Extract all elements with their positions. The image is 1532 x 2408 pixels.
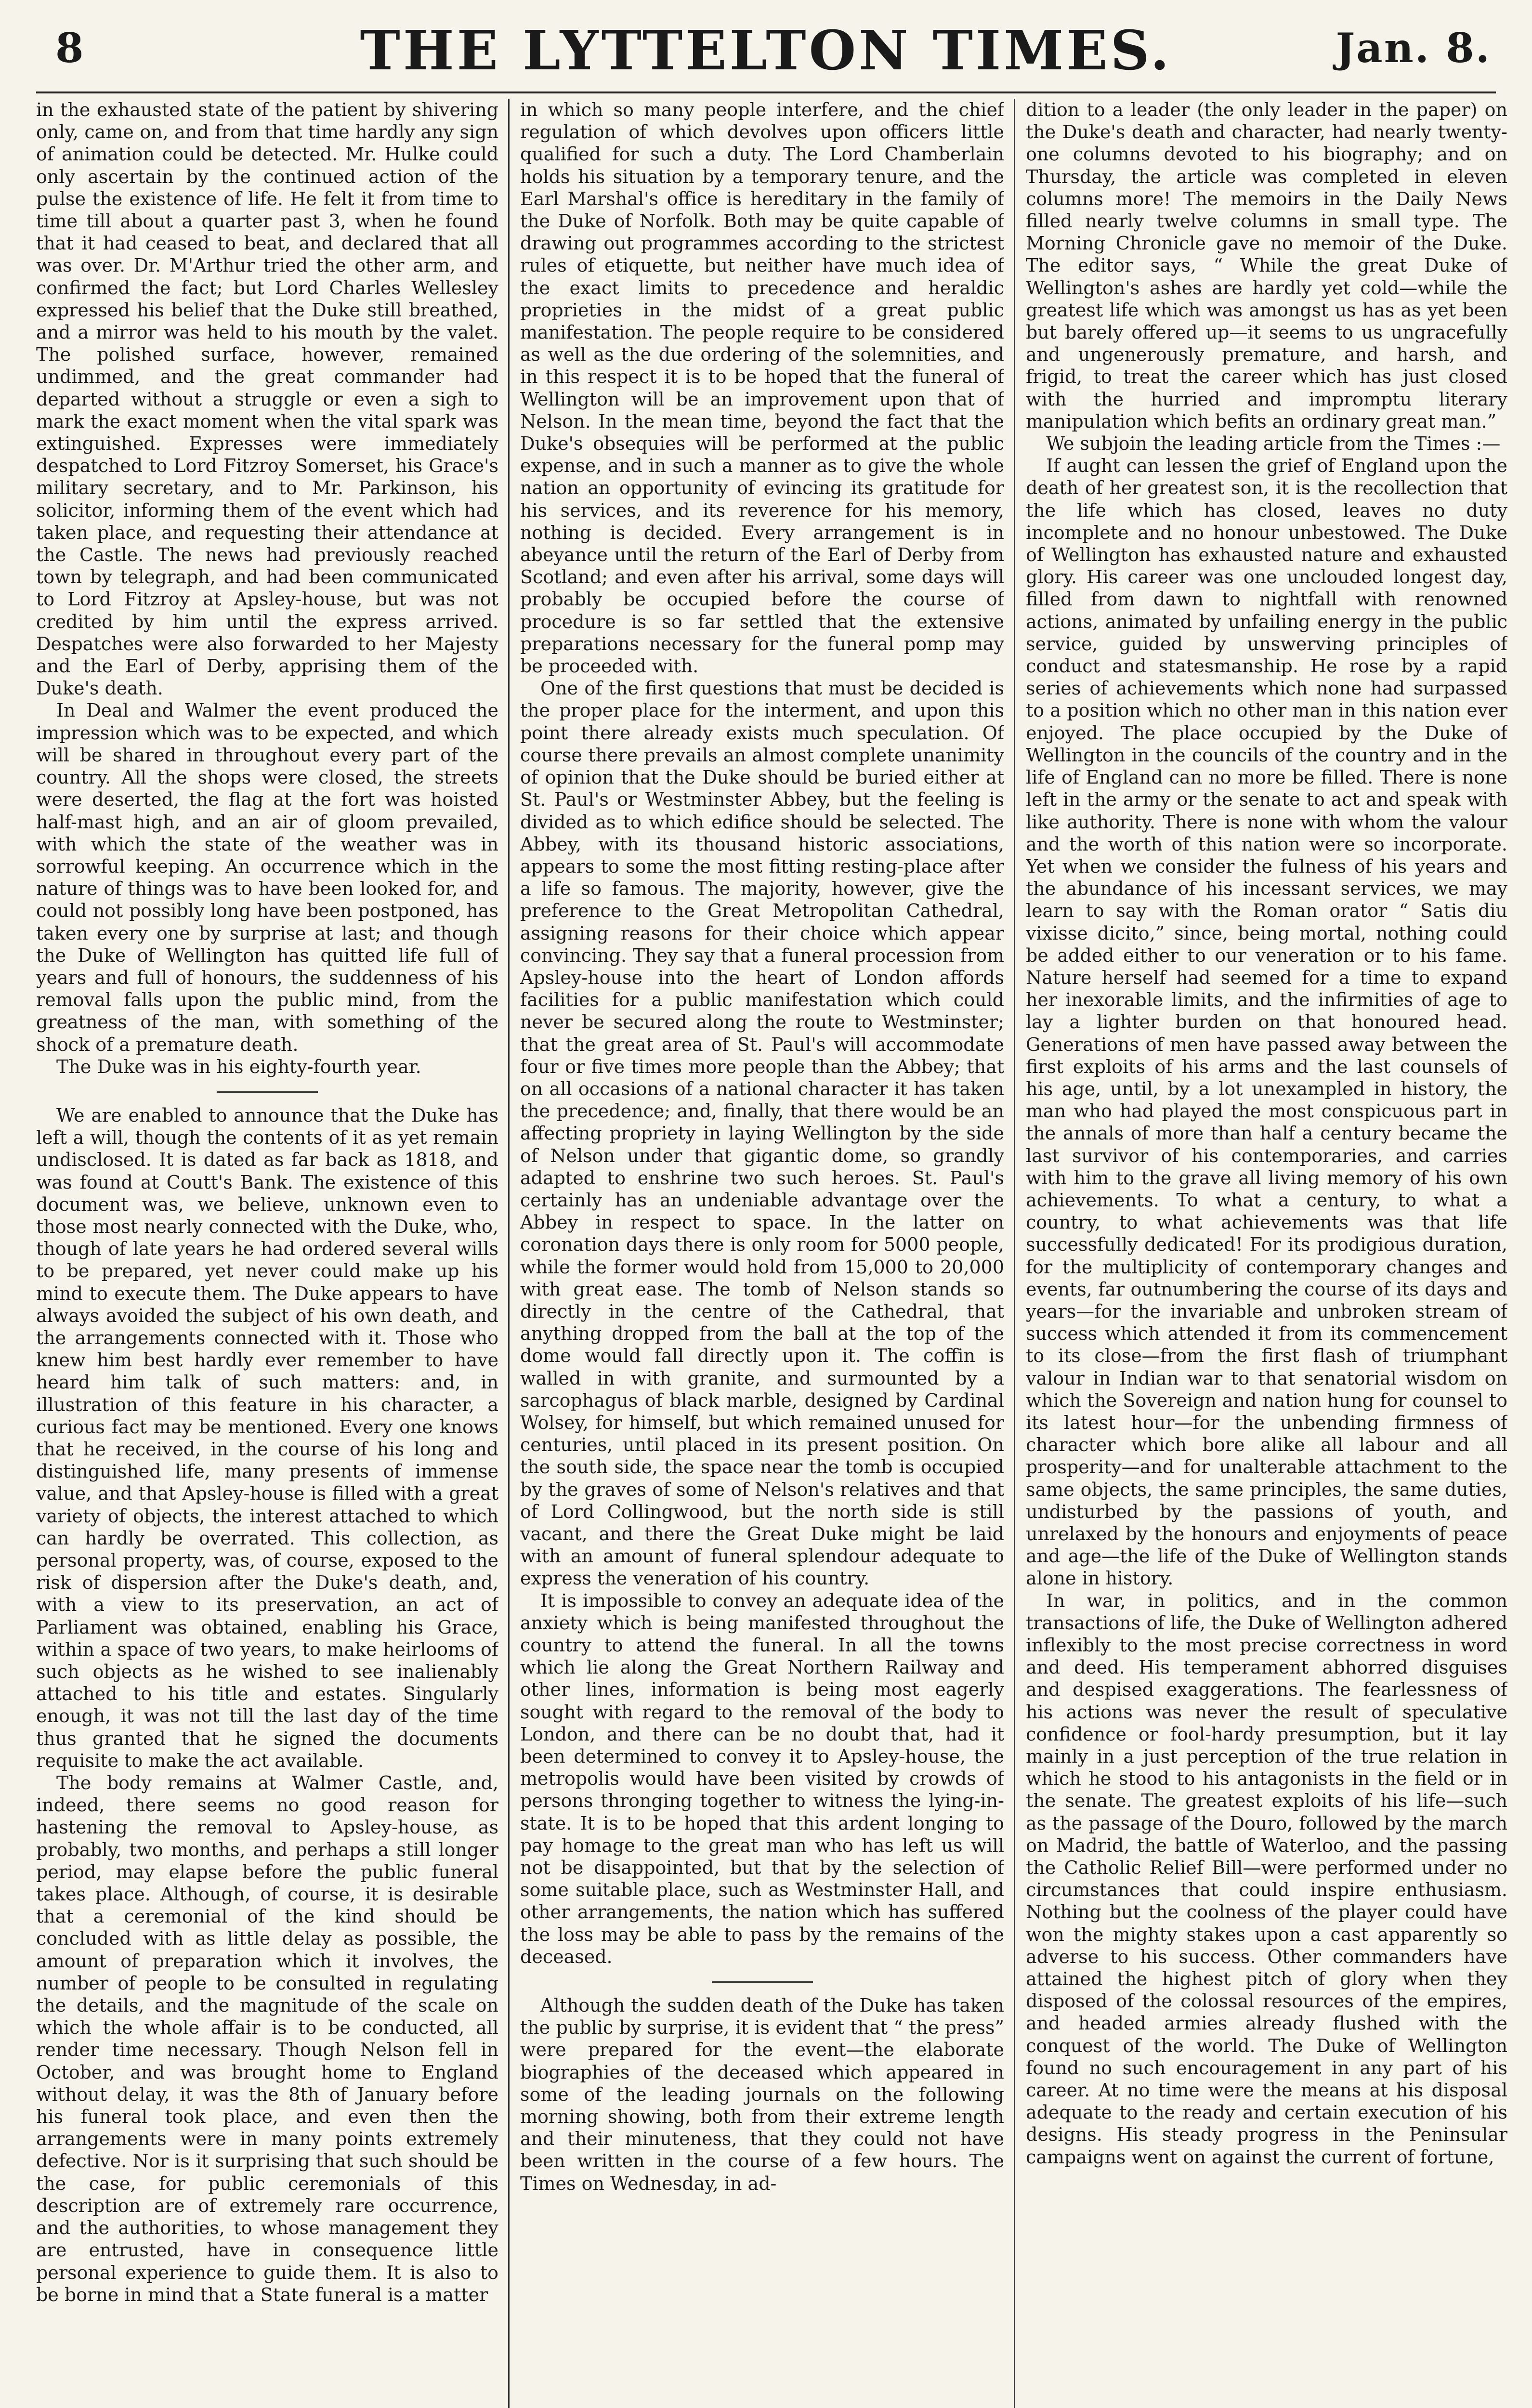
article-paragraph: It is impossible to convey an adequate idea of the anxiety which is being manifested throughout the country to attend the funeral. In all the towns which lie along the Great Northern Railway and other lines, information is being most eagerly sought with regard to the removal of the body to London, and there can be no doubt that, had it been determined to convey it to Apsley-house, the metropolis would have been visited by crowds of persons thronging together to witness the lying-in-state. It is to be hoped that this ardent longing to pay homage to the great man who has left us will not be disappointed, but that by the selection of some suitable place, such as Westminster Hall, and other arrangements, the nation which has suffered the loss may be able to pass by the remains of the deceased.	[520, 1590, 1004, 1967]
page-number: 8	[55, 24, 84, 72]
section-break-rule	[217, 1091, 318, 1093]
article-paragraph: The body remains at Walmer Castle, and, indeed, there seems no good reason for hastening the removal to Apsley-house, as probably, two months, and perhaps a still longer period, may elapse before the public funeral takes place. Although, of course, it is desirable that a ceremonial of the kind should be concluded with as little delay as possible, the amount of preparation which it involves, the number of people to be consulted in regulating the details, and the magnitude of the scale on which the whole affair is to be conducted, all render time necessary. Though Nelson fell in October, and was brought home to England without delay, it was the 8th of January before his funeral took place, and even then the arrangements were in many points extremely defective. Nor is it surprising that such should be the case, for public ceremonials of this description are of extremely rare occurrence, and the authorities, to whose management they are entrusted, have in consequence little personal experience to guide them. It is also to be borne in mind that a State funeral is a matter	[36, 1772, 498, 2305]
article-paragraph: in the exhausted state of the patient by shivering only, came on, and from that time hardly any sign of animation could be detected. Mr. Hulke could only ascertain by the continued action of the pulse the existence of life. He felt it from time to time till about a quarter past 3, when he found that it had ceased to beat, and declared that all was over. Dr. M'Arthur tried the other arm, and confirmed the fact; but Lord Charles Wellesley expressed his belief that the Duke still breathed, and a mirror was held to his mouth by the valet. The polished surface, however, remained undimmed, and the great commander had departed without a struggle or even a sigh to mark the exact moment when the vital spark was extinguished. Expresses were immediately despatched to Lord Fitzroy Somerset, his Grace's military secretary, and to Mr. Parkinson, his solicitor, informing them of the event which had taken place, and requesting their attendance at the Castle. The news had previously reached town by telegraph, and had been communicated to Lord Fitzroy at Apsley-house, but was not credited by him until the express arrived. Despatches were also forwarded to her Majesty and the Earl of Derby, apprising them of the Duke's death.	[36, 99, 498, 699]
article-paragraph: Although the sudden death of the Duke has taken the public by surprise, it is evident that “ the press” were prepared for the event—the elaborate biographies of the deceased which appeared in some of the leading journals on the following morning showing, both from their extreme length and their minuteness, that they could not have been written in the course of a few hours. The Times on Wednesday, in ad-	[520, 1995, 1004, 2194]
article-paragraph: In war, in politics, and in the common transactions of life, the Duke of Wellington adhered inflexibly to the most precise correctness in word and deed. His temperament abhorred disguises and despised exaggerations. The fearlessness of his actions was never the result of speculative confidence or fool-hardy presumption, but it lay mainly in a just perception of the true relation in which he stood to his antagonists in the field or in the senate. The greatest exploits of his life—such as the passage of the Douro, followed by the march on Madrid, the battle of Waterloo, and the passing the Catholic Relief Bill—were performed under no circumstances that could inspire enthusiasm. Nothing but the coolness of the player could have won the mighty stakes upon a cast apparently so adverse to his success. Other commanders have attained the highest pitch of glory when they disposed of the colossal resources of the empires, and headed armies already flushed with the conquest of the world. The Duke of Wellington found no such encouragement in any part of his career. At no time were the means at his disposal adequate to the ready and certain execution of his designs. His steady progress in the Peninsular campaigns went on against the current of fortune,	[1026, 1590, 1507, 2168]
section-break-rule	[712, 1981, 813, 1983]
article-paragraph: We are enabled to announce that the Duke has left a will, though the contents of it as yet remain undisclosed. It is dated as far back as 1818, and was found at Coutt's Bank. The existence of this document was, we believe, unknown even to those most nearly connected with the Duke, who, though of late years he had ordered several wills to be prepared, yet never could make up his mind to execute them. The Duke appears to have always avoided the subject of his own death, and the arrangements connected with it. Those who knew him best hardly ever remember to have heard him talk of such matters: and, in illustration of this feature in his character, a curious fact may be mentioned. Every one knows that he received, in the course of his long and distinguished life, many presents of immense value, and that Apsley-house is filled with a great variety of objects, the interest attached to which can hardly be overrated. This collection, as personal property, was, of course, exposed to the risk of dispersion after the Duke's death, and, with a view to its preservation, an act of Parliament was obtained, enabling his Grace, within a space of two years, to make heirlooms of such objects as he wished to see inalienably attached to his title and estates. Singularly enough, it was not till the last day of the time thus granted that he signed the documents requisite to make the act available.	[36, 1104, 498, 1771]
column-2	[520, 99, 1004, 2408]
newspaper-title: THE LYTTELTON TIMES.	[360, 19, 1172, 82]
article-paragraph: dition to a leader (the only leader in the paper) on the Duke's death and character, had nearly twenty-one columns devoted to his biography; and on Thursday, the article was completed in eleven columns more! The memoirs in the Daily News filled nearly twelve columns in small type. The Morning Chronicle gave no memoir of the Duke. The editor says, “ While the great Duke of Wellington's ashes are hardly yet cold—while the greatest life which was amongst us has as yet been but barely offered up—it seems to us ungracefully and ungenerously premature, and harsh, and frigid, to treat the career which has just closed with the hurried and impromptu literary manipulation which befits an ordinary great man.”	[1026, 99, 1507, 432]
article-paragraph: If aught can lessen the grief of England upon the death of her greatest son, it is the recollection that the life which has closed, leaves no duty incomplete and no honour unbestowed. The Duke of Wellington has exhausted nature and exhausted glory. His career was one unclouded longest day, filled from dawn to nightfall with renowned actions, animated by unfailing energy in the public service, guided by unswerving principles of conduct and statesmanship. He rose by a rapid series of achievements which none had surpassed to a position which no other man in this nation ever enjoyed. The place occupied by the Duke of Wellington in the councils of the country and in the life of England can no more be filled. There is none left in the army or the senate to act and speak with like authority. There is none with whom the valour and the worth of this nation were so incorporate. Yet when we consider the fulness of his years and the abundance of his incessant services, we may learn to say with the Roman orator “ Satis diu vixisse dicito,” since, being mortal, nothing could be added either to our veneration or to his fame. Nature herself had seemed for a time to expand her inexorable limits, and the infirmities of age to lay a lighter burden on that honoured head. Generations of men have passed away between the first exploits of his arms and the last counsels of his age, until, by a lot unexampled in history, the man who had played the most conspicuous part in the annals of more than half a century became the last survivor of his contemporaries, and carries with him to the grave all living memory of his own achievements. To what a century, to what a country, to what achievements was that life successfully dedicated! For its prodigious duration, for the multiplicity of contemporary changes and events, far outnumbering the course of its days and years—for the invariable and unbroken stream of success which attended it from its commencement to its close—from the first flash of triumphant valour in Indian war to that senatorial wisdom on which the Sovereign and nation hung for counsel to its latest hour—for the unbending firmness of character which bore alike all labour and all prosperity—and for unalterable attachment to the same objects, the same principles, the same duties, undisturbed by the passions of youth, and unrelaxed by the honours and enjoyments of peace and age—the life of the Duke of Wellington stands alone in history.	[1026, 455, 1507, 1589]
column-1	[36, 99, 498, 2408]
issue-date: Jan. 8.	[1336, 24, 1491, 72]
article-paragraph: The Duke was in his eighty-fourth year.	[56, 1056, 421, 1077]
column-separator	[1014, 99, 1015, 2408]
masthead	[36, 19, 1496, 87]
column-3	[1026, 99, 1507, 2408]
article-paragraph: In Deal and Walmer the event produced the impression which was to be expected, and which will be shared in throughout every part of the country. All the shops were closed, the streets were deserted, the flag at the fort was hoisted half-mast high, and an air of gloom prevailed, with which the state of the weather was in sorrowful keeping. An occurrence which in the nature of things was to have been looked for, and could not possibly long have been postponed, has taken every one by surprise at last; and though the Duke of Wellington has quitted life full of years and full of honours, the suddenness of his removal falls upon the public mind, from the greatness of the man, with something of the shock of a premature death.	[36, 700, 498, 1055]
article-paragraph: One of the first questions that must be decided is the proper place for the interment, and upon this point there already exists much speculation. Of course there prevails an almost complete unanimity of opinion that the Duke should be buried either at St. Paul's or Westminster Abbey, but the feeling is divided as to which edifice should be selected. The Abbey, with its thousand historic associations, appears to some the most fitting resting-place after a life so famous. The majority, however, give the preference to the Great Metropolitan Cathedral, assigning reasons for their choice which appear convincing. They say that a funeral procession from Apsley-house into the heart of London affords facilities for a public manifestation which could never be secured along the route to Westminster; that the great area of St. Paul's will accommodate four or five times more people than the Abbey; that on all occasions of a national character it has taken the precedence; and, finally, that there would be an affecting propriety in laying Wellington by the side of Nelson under that gigantic dome, so grandly adapted to enshrine two such heroes. St. Paul's certainly has an undeniable advantage over the Abbey in respect to space. In the latter on coronation days there is only room for 5000 people, while the former would hold from 15,000 to 20,000 with great ease. The tomb of Nelson stands so directly in the centre of the Cathedral, that anything dropped from the ball at the top of the dome would fall directly upon it. The coffin is walled in with granite, and surmounted by a sarcophagus of black marble, designed by Cardinal Wolsey, for himself, but which remained unused for centuries, until placed in its present position. On the south side, the space near the tomb is occupied by the graves of some of Nelson's relatives and that of Lord Collingwood, but the north side is still vacant, and there the Great Duke might be laid with an amount of funeral splendour adequate to express the veneration of his country.	[520, 678, 1004, 1589]
article-paragraph: We subjoin the leading article from the Times :—	[1046, 433, 1501, 455]
masthead-rule	[36, 92, 1496, 93]
article-paragraph: in which so many people interfere, and the chief regulation of which devolves upon officers little qualified for such a duty. The Lord Chamberlain holds his situation by a temporary tenure, and the Earl Marshal's office is hereditary in the family of the Duke of Norfolk. Both may be quite capable of drawing out programmes according to the strictest rules of etiquette, but neither have much idea of the exact limits to precedence and heraldic proprieties in the midst of a great public manifestation. The people require to be considered as well as the due ordering of the solemnities, and in this respect it is to be hoped that the funeral of Wellington will be an improvement upon that of Nelson. In the mean time, beyond the fact that the Duke's obsequies will be performed at the public expense, and in such a manner as to give the whole nation an opportunity of evincing its gratitude for his services, and its reverence for his memory, nothing is decided. Every arrangement is in abeyance until the return of the Earl of Derby from Scotland; and even after his arrival, some days will probably be occupied before the course of procedure is so far settled that the extensive preparations necessary for the funeral pomp may be proceeded with.	[520, 99, 1004, 677]
column-separator	[508, 99, 510, 2408]
